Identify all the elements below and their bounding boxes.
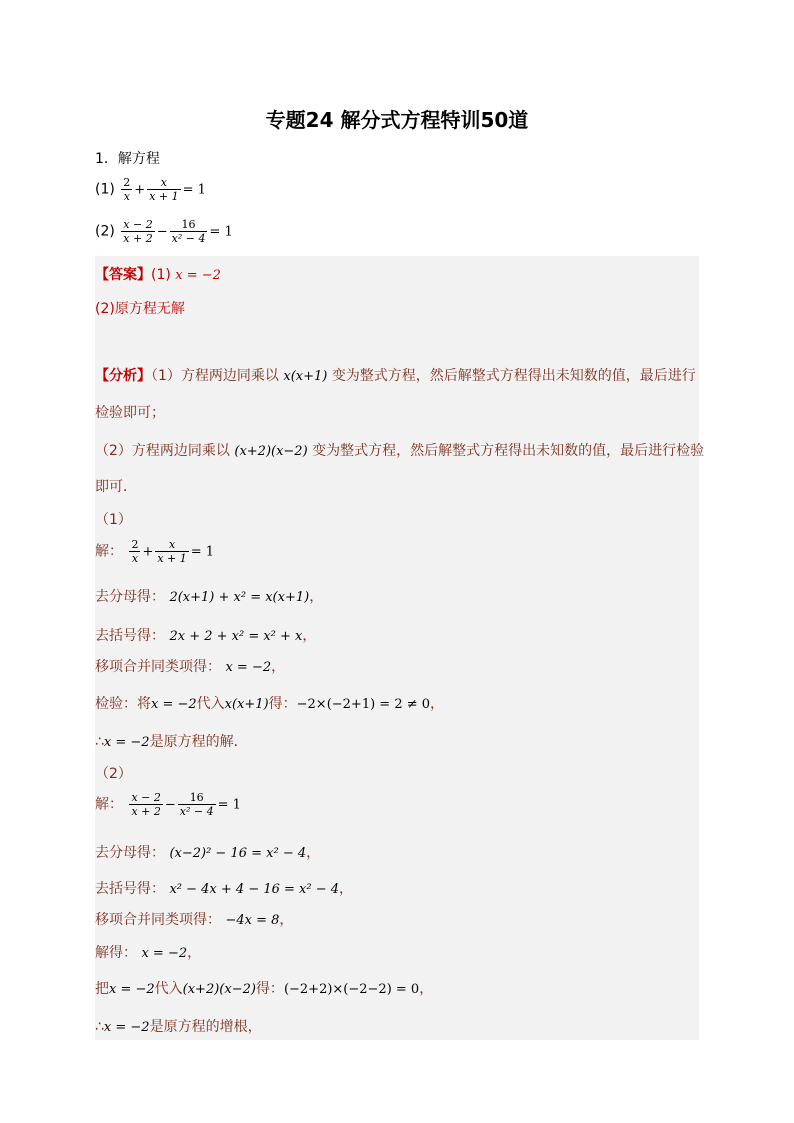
- s1-step3-expr: x = −2: [225, 660, 272, 675]
- eq2-f1-denominator: x + 2: [123, 232, 153, 245]
- s2-f1-numerator: x − 2: [131, 791, 161, 804]
- s1-fraction-2: [155, 538, 188, 565]
- solution-1-conclusion: [95, 731, 248, 751]
- solution-1-equation: [95, 538, 214, 565]
- s1-step2-label: 去括号得：: [95, 628, 165, 644]
- answer-label: 【答案】: [95, 267, 151, 283]
- solution-2-step-4: [95, 942, 201, 962]
- eq2-fraction-2: [170, 218, 208, 245]
- s2-sub-pre: 把: [95, 981, 109, 997]
- s2-step2-label: 去括号得：: [95, 881, 165, 897]
- s1-step3-label: 移项合并同类项得：: [95, 659, 221, 675]
- s1-check-calc: −2×(−2+1) = 2 ≠ 0: [296, 697, 431, 712]
- analysis-1-expr: x(x+1): [283, 369, 328, 384]
- analysis-3-post: 变为整式方程，然后解整式方程得出未知数的值，最后进行检验: [312, 443, 705, 459]
- eq1-f1-denominator: x: [123, 190, 130, 203]
- eq2-f2-denominator: x² − 4: [171, 232, 206, 245]
- s1-f2-denominator: x + 1: [157, 552, 187, 565]
- s2-step1-label: 去分母得：: [95, 845, 165, 861]
- s2-concl-x: x = −2: [103, 1020, 150, 1035]
- s2-step4-tail: ，: [187, 945, 202, 961]
- analysis-line-4: 即可．: [95, 479, 137, 495]
- eq1-fraction-1: [121, 176, 132, 203]
- eq1-f1-numerator: 2: [123, 176, 131, 189]
- s1-f2-numerator: x: [155, 538, 188, 552]
- s1-therefore: ∴: [95, 734, 104, 750]
- s1-step1-label: 去分母得：: [95, 589, 165, 605]
- s1-check-x: x = −2: [151, 697, 197, 712]
- s2-rhs: = 1: [217, 797, 241, 813]
- s1-step2-tail: ，: [302, 628, 317, 644]
- s2-sub-tail: ，: [419, 981, 434, 997]
- s1-check-mid: 代入: [196, 696, 225, 712]
- s2-therefore: ∴: [95, 1019, 104, 1035]
- problem-equation-1: [95, 176, 206, 203]
- s2-sub-mid: 代入: [154, 981, 183, 997]
- s2-sub-expr: (x+2)(x−2): [182, 982, 256, 997]
- solution-1-step-2: [95, 625, 316, 645]
- s1-check-de: 得：: [268, 696, 297, 712]
- eq1-f2-denominator: x + 1: [149, 190, 179, 203]
- solution-1-step-3: [95, 656, 285, 676]
- solution-2-jie: 解：: [95, 796, 123, 813]
- solution-2-step-2: [95, 878, 353, 898]
- s1-check-expr: x(x+1): [224, 697, 269, 712]
- analysis-line-3: [95, 440, 704, 460]
- s2-f2-numerator: 16: [178, 791, 216, 805]
- s1-step1-expr: 2(x+1) + x² = x(x+1): [169, 590, 310, 605]
- problem-1-label: (1): [95, 181, 115, 198]
- s1-check-pre: 检验：将: [95, 696, 151, 712]
- s2-step4-label: 解得：: [95, 945, 137, 961]
- s2-operator: −: [164, 797, 176, 813]
- eq1-operator: +: [134, 182, 146, 198]
- s2-sub-x: x = −2: [109, 982, 155, 997]
- s2-step4-expr: x = −2: [141, 946, 188, 961]
- analysis-line-1: [95, 365, 696, 385]
- analysis-label: 【分析】: [95, 368, 151, 384]
- eq2-operator: −: [156, 224, 168, 240]
- eq2-fraction-1: [121, 218, 154, 245]
- s2-step3-expr: −4x = 8: [225, 913, 280, 928]
- s2-f2-denominator: x² − 4: [179, 805, 214, 818]
- page-title: 专题24 解分式方程特训50道: [265, 108, 529, 132]
- eq2-rhs: = 1: [209, 224, 233, 240]
- eq2-f2-numerator: 16: [170, 218, 208, 232]
- s1-concl-post: 是原方程的解．: [149, 734, 248, 750]
- analysis-1-pre: （1）方程两边同乘以: [151, 368, 279, 384]
- solution-1-step-1: [95, 586, 323, 606]
- analysis-3-pre: （2）方程两边同乘以: [95, 443, 230, 459]
- analysis-3-expr: (x+2)(x−2): [234, 444, 308, 459]
- analysis-line-2: 检验即可；: [95, 405, 165, 421]
- s1-rhs: = 1: [190, 544, 215, 560]
- answer-line-2: (2)原方程无解: [95, 301, 185, 317]
- s1-step2-expr: 2x + 2 + x² = x² + x: [169, 629, 303, 644]
- solution-2-conclusion: [95, 1016, 262, 1036]
- problem-2-label: (2): [95, 223, 115, 240]
- analysis-1-post: 变为整式方程，然后解整式方程得出未知数的值，最后进行: [331, 368, 696, 384]
- s2-step3-label: 移项合并同类项得：: [95, 912, 221, 928]
- s2-fraction-2: [178, 791, 216, 818]
- s2-step1-expr: (x−2)² − 16 = x² − 4: [169, 846, 307, 861]
- s1-f1-denominator: x: [131, 552, 139, 565]
- solution-2-label: （2）: [95, 766, 132, 782]
- s1-operator: +: [142, 544, 154, 560]
- s1-check-tail: ，: [430, 696, 445, 712]
- eq1-rhs: = 1: [182, 182, 206, 198]
- s2-sub-calc: (−2+2)×(−2−2) = 0: [283, 982, 420, 997]
- s1-step3-tail: ，: [271, 659, 286, 675]
- eq2-f1-numerator: x − 2: [123, 218, 153, 231]
- s2-fraction-1: [129, 791, 162, 818]
- s1-fraction-1: [129, 538, 140, 565]
- solution-2-step-1: [95, 842, 320, 862]
- answer-1-label: (1): [151, 267, 171, 283]
- solution-2-substitute: [95, 978, 433, 998]
- s2-concl-post: 是原方程的增根，: [149, 1019, 262, 1035]
- s2-step2-expr: x² − 4x + 4 − 16 = x² − 4: [169, 882, 340, 897]
- eq1-f2-numerator: x: [147, 176, 180, 190]
- solution-2-equation: [95, 791, 241, 818]
- s2-sub-de: 得：: [255, 981, 284, 997]
- s2-step3-tail: ，: [279, 912, 294, 928]
- solution-1-label: （1）: [95, 512, 132, 528]
- answer-1-value: x = −2: [175, 268, 221, 283]
- eq1-fraction-2: [147, 176, 180, 203]
- problem-equation-2: [95, 218, 233, 245]
- s2-step1-tail: ，: [306, 845, 321, 861]
- s1-step1-tail: ，: [309, 589, 324, 605]
- s1-concl-x: x = −2: [103, 735, 150, 750]
- answer-line-1: [95, 264, 221, 284]
- s2-f1-denominator: x + 2: [131, 805, 161, 818]
- solution-2-step-3: [95, 909, 293, 929]
- solution-1-jie: 解：: [95, 543, 123, 560]
- s1-f1-numerator: 2: [131, 538, 139, 551]
- solution-1-check: [95, 693, 444, 713]
- s2-step2-tail: ，: [339, 881, 354, 897]
- problem-intro: 1．解方程: [95, 151, 160, 167]
